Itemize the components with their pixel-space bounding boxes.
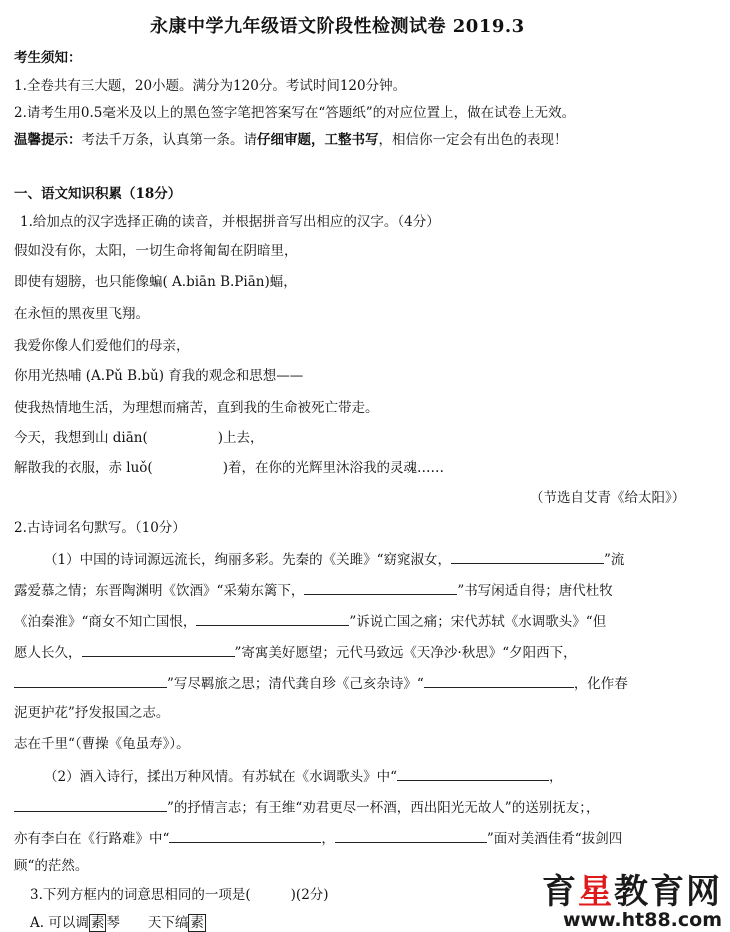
q2-p2-line3 — [14, 828, 622, 848]
q1-line8 — [14, 459, 444, 477]
q3-prompt — [30, 886, 329, 904]
q2-text: 《泊秦淮》“商女不知亡国恨， — [14, 614, 197, 630]
q2-text: 愿人长久， — [14, 645, 82, 661]
q1-source: （节选自艾青《给太阳》） — [530, 490, 686, 506]
q2-p1-line7: 志在千里“（曹操《龟虽寿》）。 — [14, 736, 190, 752]
q2-text: ”流 — [604, 552, 625, 568]
watermark-url: www.ht88.com — [562, 909, 722, 931]
answer-blank[interactable] — [424, 673, 574, 688]
q1-line8-b: )着，在你的光辉里沐浴我的灵魂…… — [222, 460, 444, 476]
q2-p2-line1 — [44, 766, 563, 786]
exam-title: 永康中学九年级语文阶段性检测试卷 2019.3 — [150, 16, 525, 37]
q1-line2: 即使有翅膀，也只能像蝙( A.biān B.Piān)蝠， — [14, 274, 297, 290]
answer-blank[interactable] — [304, 580, 457, 595]
q1-line1: 假如没有你，太阳，一切生命将匍匐在阴暗里， — [14, 243, 298, 259]
q2-text: ”面对美酒佳肴“拔剑四 — [486, 831, 623, 847]
q2-text: ”诉说亡国之痛；宋代苏轼《水调歌头》“但 — [349, 614, 607, 630]
watermark-text: 教育网 — [614, 872, 722, 912]
q3-text: 3.下列方框内的词意思相同的一项是( — [30, 887, 251, 903]
boxed-char: 素 — [90, 915, 105, 931]
q1-line3: 在永恒的黑夜里飞翔。 — [14, 306, 149, 322]
q2-p1-line1 — [44, 549, 624, 569]
notice-item-2: 2.请考生用0.5毫米及以上的黑色签字笔把答案写在“答题纸”的对应位置上，做在试卷上无效。 — [14, 105, 576, 121]
answer-blank[interactable] — [169, 828, 321, 843]
q2-p2-line4: 顾“的茫然。 — [14, 858, 89, 874]
q3-text: A. 可以调 — [30, 915, 89, 931]
section1-heading: 一、语文知识积累（18分） — [14, 186, 182, 202]
q1-line7-a: 今天，我想到山 diān( — [14, 430, 148, 446]
q3-text: )(2分) — [290, 887, 329, 903]
answer-blank[interactable] — [451, 549, 604, 564]
q3-text: 琴 — [106, 915, 120, 931]
q2-text: 亦有李白在《行路难》中“ — [14, 831, 170, 847]
q2-p1-line5 — [14, 673, 628, 693]
tip-label: 温馨提示： — [14, 132, 82, 148]
watermark-star: 星 — [578, 872, 614, 912]
q2-text: ”写尽羁旅之思；清代龚自珍《己亥杂诗》“ — [167, 676, 424, 692]
watermark-logo — [542, 864, 722, 913]
answer-blank[interactable] — [196, 611, 349, 626]
answer-blank[interactable] — [397, 766, 549, 781]
tip-text-a: 考法千万条，认真第一条。请 — [81, 132, 257, 148]
q2-p1-line3 — [14, 611, 606, 631]
q2-text: ， — [549, 769, 563, 785]
q2-p1-line6: 泥更护花”抒发报国之志。 — [14, 705, 170, 721]
q2-text: ，化作春 — [573, 676, 628, 692]
answer-blank[interactable] — [82, 642, 235, 657]
q1-prompt: 1.给加点的汉字选择正确的读音，并根据拼音写出相应的汉字。（4分） — [20, 214, 440, 230]
q1-line7 — [14, 429, 264, 447]
q2-p1-line4 — [14, 642, 577, 662]
notice-heading: 考生须知： — [14, 50, 82, 66]
q2-text: ”寄寓美好愿望；元代马致远《天净沙·秋思》“夕阳西下， — [234, 645, 577, 661]
q2-text: 露爱慕之情；东晋陶渊明《饮酒》“采菊东篱下， — [14, 583, 305, 599]
site-watermark — [542, 864, 722, 931]
q2-text: （1）中国的诗词源远流长，绚丽多彩。先秦的《关雎》“窈窕淑女， — [44, 552, 451, 568]
q1-line4: 我爱你像人们爱他们的母亲， — [14, 338, 190, 354]
q2-text: （2）酒入诗行，揉出万种风情。有苏轼在《水调歌头》中“ — [44, 769, 397, 785]
q2-text: ”的抒情言志；有王维“劝君更尽一杯酒，西出阳光无故人”的送别抚友；， — [167, 800, 600, 816]
q2-prompt: 2.古诗词名句默写。（10分） — [14, 520, 186, 536]
q1-line8-a: 解散我的衣服，赤 luǒ( — [14, 460, 153, 476]
answer-blank[interactable] — [14, 673, 167, 688]
q3-text: 天下缟 — [147, 915, 189, 931]
tip-bold: 仔细审题，工整书写 — [257, 132, 379, 148]
q3-option-a — [30, 914, 206, 932]
q1-line5: 你用光热哺 (A.Pǔ B.bǔ) 育我的观念和思想—— — [14, 368, 304, 384]
q2-p1-line2 — [14, 580, 613, 600]
answer-blank[interactable] — [14, 797, 167, 812]
watermark-text: 育 — [542, 872, 578, 912]
q1-line6: 使我热情地生活，为理想而痛苦，直到我的生命被死亡带走。 — [14, 400, 379, 416]
tip-text-b: ，相信你一定会有出色的表现！ — [378, 132, 568, 148]
notice-item-1: 1.全卷共有三大题，20小题。满分为120分。考试时间120分钟。 — [14, 78, 407, 94]
q2-p2-line2 — [14, 797, 599, 817]
boxed-char: 素 — [190, 915, 204, 931]
q2-text: ”书写闲适自得；唐代杜牧 — [457, 583, 613, 599]
notice-tip — [14, 131, 568, 149]
q1-line7-b: )上去， — [217, 430, 264, 446]
q2-text: ， — [321, 831, 335, 847]
answer-blank[interactable] — [335, 828, 487, 843]
